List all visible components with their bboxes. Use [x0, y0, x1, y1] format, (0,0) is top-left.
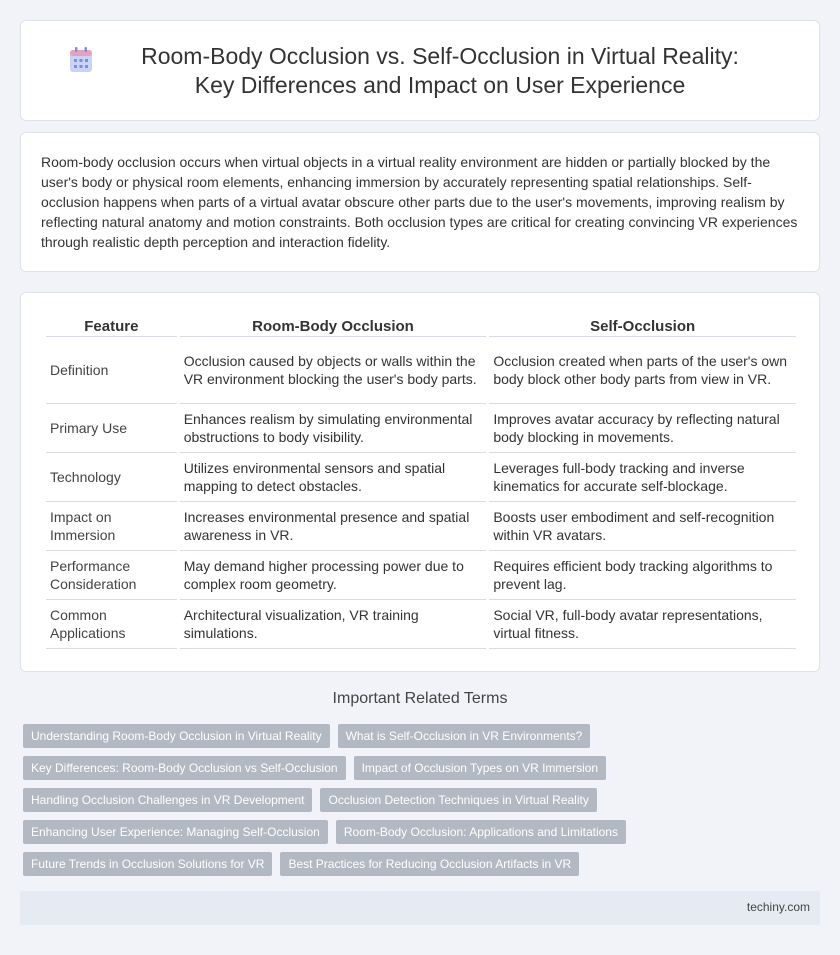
related-term-link[interactable]: Room-Body Occlusion: Applications and Limitations	[336, 820, 626, 844]
related-term-link[interactable]: Best Practices for Reducing Occlusion Artifacts in VR	[280, 852, 579, 876]
related-term-link[interactable]: Impact of Occlusion Types on VR Immersion	[354, 756, 607, 780]
tag-row	[23, 820, 823, 844]
feature-cell: Performance Consideration	[46, 551, 177, 600]
related-term-link[interactable]: Enhancing User Experience: Managing Self-Occlusion	[23, 820, 328, 844]
comparison-card	[20, 292, 820, 672]
room-body-cell: Enhances realism by simulating environmental obstructions to body visibility.	[180, 404, 487, 453]
self-occlusion-cell: Occlusion created when parts of the user's own body block other body parts from view in VR.	[489, 337, 796, 404]
self-occlusion-cell: Social VR, full-body avatar representations, virtual fitness.	[489, 600, 796, 649]
table-row	[46, 453, 796, 502]
intro-card	[20, 132, 820, 272]
tag-row	[23, 788, 823, 812]
related-terms-heading: Important Related Terms	[332, 690, 508, 707]
feature-cell: Common Applications	[46, 600, 177, 649]
table-row	[46, 404, 796, 453]
tag-row	[23, 724, 823, 748]
table-row	[46, 551, 796, 600]
title-card	[20, 20, 820, 121]
self-occlusion-cell: Boosts user embodiment and self-recognition within VR avatars.	[489, 502, 796, 551]
related-term-link[interactable]: What is Self-Occlusion in VR Environments?	[338, 724, 591, 748]
self-occlusion-cell: Improves avatar accuracy by reflecting natural body blocking in movements.	[489, 404, 796, 453]
feature-cell: Definition	[46, 337, 177, 404]
related-terms-list	[23, 724, 823, 884]
room-body-cell: Architectural visualization, VR training simulations.	[180, 600, 487, 649]
room-body-cell: May demand higher processing power due to complex room geometry.	[180, 551, 487, 600]
table-header-row	[46, 316, 796, 337]
table-row	[46, 337, 796, 404]
related-term-link[interactable]: Handling Occlusion Challenges in VR Development	[23, 788, 312, 812]
feature-cell: Impact on Immersion	[46, 502, 177, 551]
comparison-table	[43, 316, 799, 649]
intro-paragraph: Room-body occlusion occurs when virtual objects in a virtual reality environment are hidden or partially blocked by the user's body or physical room elements, enhancing immersion by accurately representing spatial relationships. Self-occlusion happens when parts of a virtual avatar obscure other parts due to the user's movements, improving realism by reflecting natural anatomy and motion constraints. Both occlusion types are critical for creating convincing VR experiences through realistic depth perception and interaction fidelity.	[41, 154, 798, 250]
tag-row	[23, 756, 823, 780]
footer-bar	[20, 891, 820, 925]
room-body-cell: Occlusion caused by objects or walls within the VR environment blocking the user's body parts.	[180, 337, 487, 404]
room-body-cell: Increases environmental presence and spatial awareness in VR.	[180, 502, 487, 551]
feature-cell: Technology	[46, 453, 177, 502]
self-occlusion-cell: Requires efficient body tracking algorithms to prevent lag.	[489, 551, 796, 600]
header-room-body: Room-Body Occlusion	[180, 316, 487, 337]
self-occlusion-cell: Leverages full-body tracking and inverse kinematics for accurate self-blockage.	[489, 453, 796, 502]
related-term-link[interactable]: Key Differences: Room-Body Occlusion vs Self-Occlusion	[23, 756, 346, 780]
page-title: Room-Body Occlusion vs. Self-Occlusion in Virtual Reality: Key Differences and Impact on User Experience	[141, 42, 739, 98]
header-feature: Feature	[46, 316, 177, 337]
related-term-link[interactable]: Occlusion Detection Techniques in Virtual Reality	[320, 788, 596, 812]
feature-cell: Primary Use	[46, 404, 177, 453]
header-self-occlusion: Self-Occlusion	[489, 316, 796, 337]
table-row	[46, 600, 796, 649]
footer-site-name[interactable]: techiny.com	[746, 900, 810, 914]
table-row	[46, 502, 796, 551]
room-body-cell: Utilizes environmental sensors and spatial mapping to detect obstacles.	[180, 453, 487, 502]
related-term-link[interactable]: Future Trends in Occlusion Solutions for VR	[23, 852, 272, 876]
tag-row	[23, 852, 823, 876]
related-term-link[interactable]: Understanding Room-Body Occlusion in Virtual Reality	[23, 724, 330, 748]
